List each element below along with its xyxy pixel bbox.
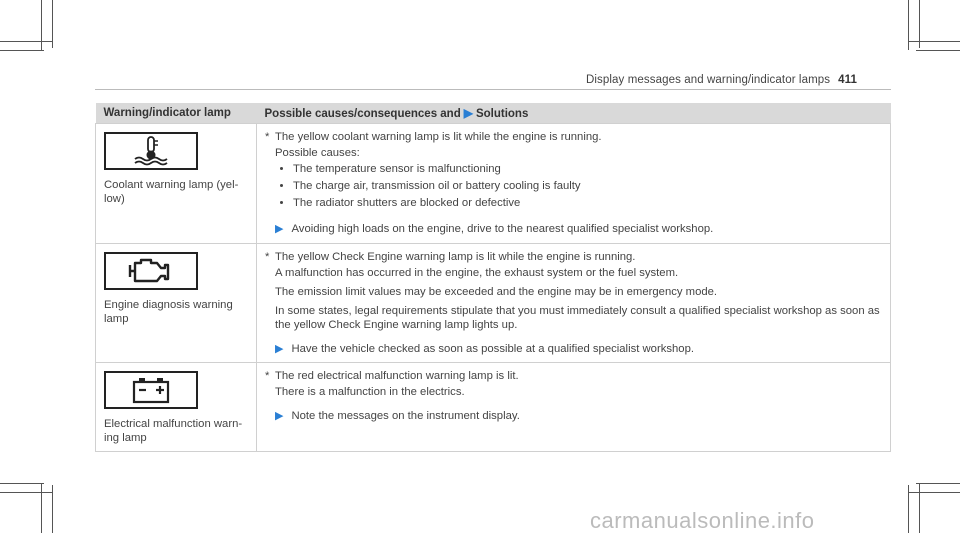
coolant-temperature-icon-graphic: [131, 136, 171, 166]
intro-text: The yellow coolant warning lamp is lit while the engine is running.: [275, 131, 602, 143]
lamp-cell: [96, 124, 257, 244]
action-line: [265, 222, 882, 236]
action-text: Have the vehicle checked as soon as possible at a qualified specialist workshop.: [291, 343, 694, 355]
causes-list: [265, 162, 882, 210]
crop-mark: [0, 492, 52, 493]
table-row: [96, 363, 891, 452]
detail-line: In some states, legal requirements stipulate that you must immediately consult a qualified specialist workshop as soon as the yellow Check Engine warning lamp lights up.: [275, 305, 880, 331]
lamp-name: Engine diagnosis warning lamp: [104, 299, 233, 325]
warning-lamp-table: [95, 103, 891, 452]
header-rule: [95, 89, 891, 90]
engine-check-icon: [104, 252, 198, 290]
crop-mark: [52, 0, 53, 48]
column-header-causes: [257, 103, 891, 124]
detail-line: The emission limit values may be exceeded and the engine may be in emergency mode.: [275, 286, 718, 298]
crop-mark: [0, 41, 52, 42]
intro-text: The yellow Check Engine warning lamp is lit while the engine is running.: [275, 251, 636, 263]
crop-mark: [916, 50, 960, 51]
crop-mark: [916, 483, 960, 484]
action-text: Note the messages on the instrument display.: [291, 410, 520, 422]
running-header: [586, 74, 857, 86]
action-text: Avoiding high loads on the engine, drive to the nearest qualified specialist workshop.: [291, 223, 714, 235]
intro-line: [265, 369, 882, 383]
crop-mark: [0, 483, 44, 484]
battery-icon: [104, 371, 198, 409]
engine-check-icon-graphic: [128, 257, 174, 285]
table-row: [96, 244, 891, 363]
detail-line: There is a malfunction in the electrics.: [275, 386, 465, 398]
lamp-cell: [96, 363, 257, 452]
play-arrow-icon: ▶: [275, 410, 284, 422]
marker: *: [265, 370, 270, 382]
list-item: • The radiator shutters are blocked or defective: [293, 196, 882, 210]
lamp-name: Electrical malfunction warn-ing lamp: [104, 418, 243, 444]
crop-mark: [908, 492, 960, 493]
action-line: [265, 342, 882, 356]
battery-icon-graphic: [131, 376, 171, 404]
causes-label: Possible causes:: [275, 147, 360, 159]
table-header-row: [96, 103, 891, 124]
column-header-lamp: Warning/indicator lamp: [96, 103, 257, 124]
list-item: • The charge air, transmission oil or battery cooling is faulty: [293, 179, 882, 193]
crop-mark: [908, 0, 909, 50]
intro-line: [265, 130, 882, 144]
detail-line: A malfunction has occurred in the engine, the exhaust system or the fuel system.: [275, 267, 679, 279]
play-arrow-icon: ▶: [275, 223, 284, 235]
crop-mark: [41, 0, 42, 50]
description-cell: [257, 244, 891, 363]
crop-mark: [919, 483, 920, 533]
page-number: 411: [838, 74, 857, 86]
coolant-temperature-icon: [104, 132, 198, 170]
action-line: [265, 409, 882, 423]
crop-mark: [0, 50, 44, 51]
crop-mark: [52, 485, 53, 533]
intro-line: [265, 250, 882, 264]
list-item: • The temperature sensor is malfunctioning: [293, 162, 882, 176]
crop-mark: [908, 41, 960, 42]
play-arrow-icon: ▶: [275, 343, 284, 355]
description-cell: [257, 124, 891, 244]
table-row: [96, 124, 891, 244]
lamp-cell: [96, 244, 257, 363]
column-header-solutions: Solutions: [475, 108, 529, 120]
description-cell: [257, 363, 891, 452]
crop-mark: [41, 483, 42, 533]
intro-text: The red electrical malfunction warning lamp is lit.: [275, 370, 519, 382]
marker: *: [265, 131, 270, 143]
lamp-name: Coolant warning lamp (yel-low): [104, 179, 239, 205]
play-arrow-icon: ▶: [463, 106, 473, 120]
marker: *: [265, 251, 270, 263]
column-header-causes-text: Possible causes/consequences and: [264, 108, 461, 120]
header-title: Display messages and warning/indicator lamps: [586, 74, 831, 86]
watermark: carmanualsonline.info: [590, 508, 815, 533]
